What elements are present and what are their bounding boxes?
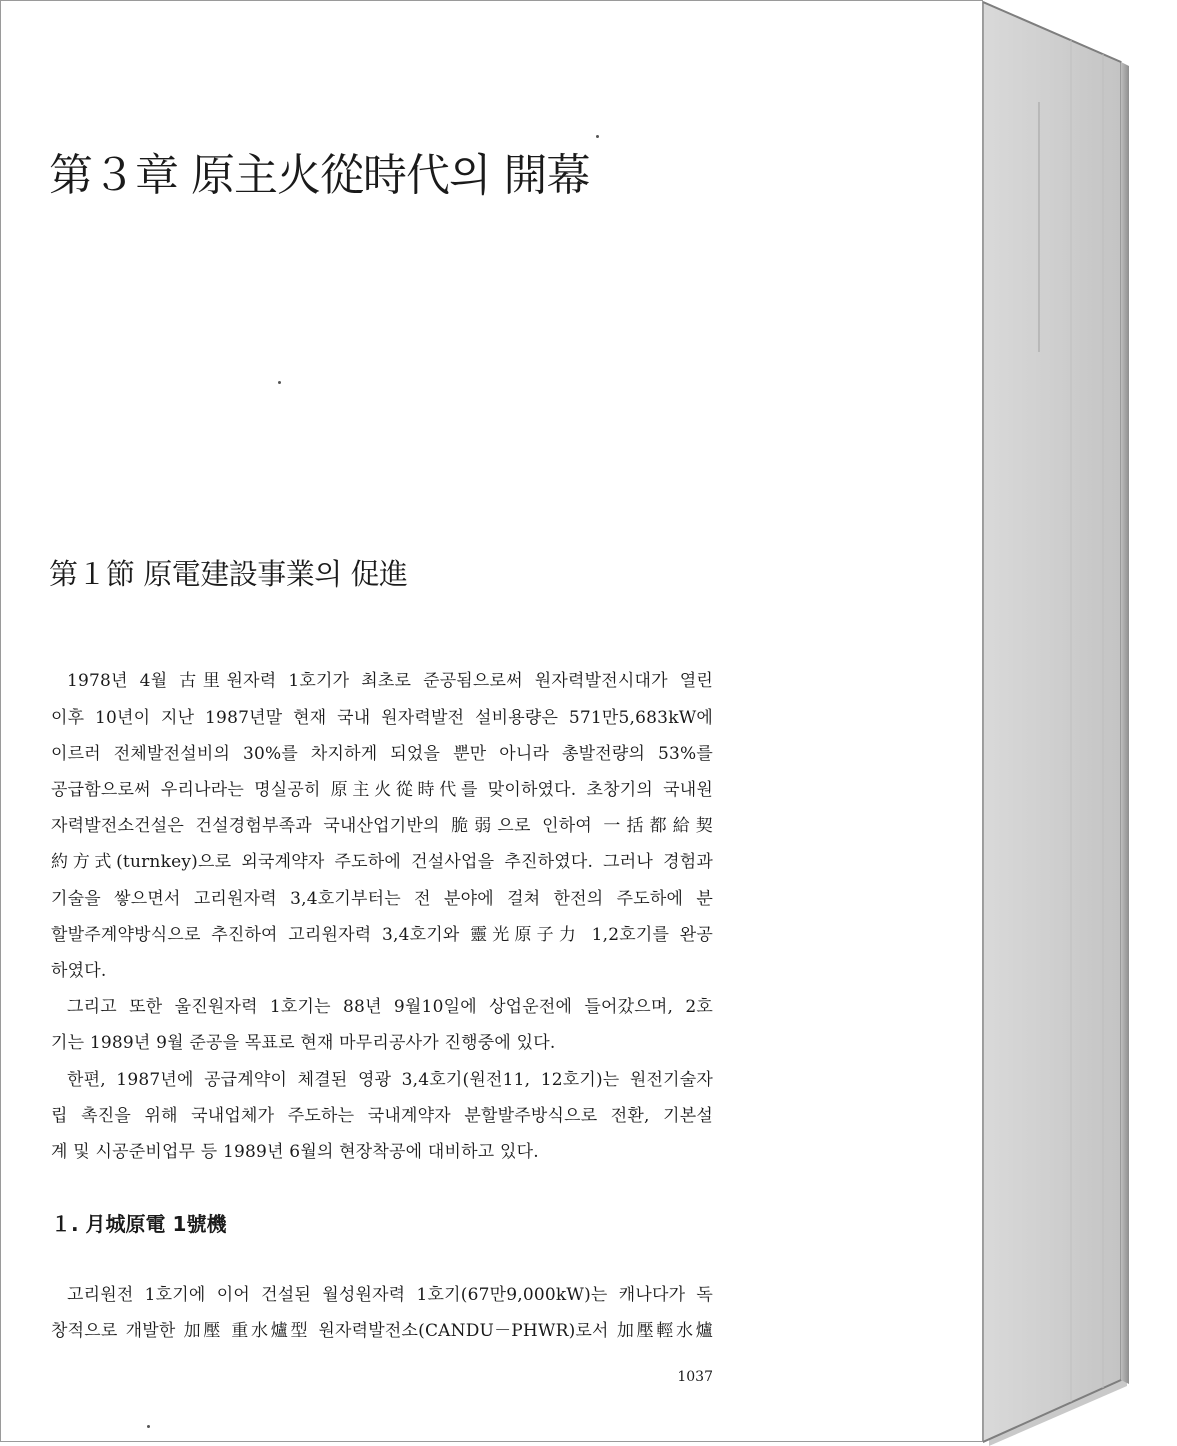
body-text-line: 한편, 1987년에 공급계약이 체결된 영광 3,4호기(원전11, 12호기)는 원전기술자 (67, 1070, 713, 1090)
body-text-line: 창적으로 개발한 加壓 重水爐型 원자력발전소(CANDU－PHWR)로서 加壓輕水爐 (51, 1321, 713, 1341)
body-text-line: 그리고 또한 울진원자력 1호기는 88년 9월10일에 상업운전에 들어갔으며, 2호 (67, 997, 713, 1017)
scan-speck (278, 381, 281, 384)
section-title: 第１節 原電建設事業의 促進 (49, 557, 408, 591)
body-text-line: 1978년 4월 古里원자력 1호기가 최초로 준공됨으로써 원자력발전시대가 열린 (67, 671, 713, 691)
subsection-title: １. 月城原電 1號機 (51, 1212, 227, 1236)
body-text-line: 約方式(turnkey)으로 외국계약자 주도하에 건설사업을 추진하였다. 그러나 경험과 (51, 852, 713, 872)
body-text-line: 이르러 전체발전설비의 30%를 차지하게 되었을 뿐만 아니라 총발전량의 53%를 (51, 744, 713, 764)
body-text-line: 기술을 쌓으면서 고리원자력 3,4호기부터는 전 분야에 걸쳐 한전의 주도하에 분 (51, 889, 713, 909)
body-text-line: 자력발전소건설은 건설경험부족과 국내산업기반의 脆弱으로 인하여 一括都給契 (51, 816, 713, 836)
scan-speck (147, 1425, 150, 1428)
page-number: 1037 (677, 1369, 713, 1385)
body-text-line: 고리원전 1호기에 이어 건설된 월성원자력 1호기(67만9,000kW)는 캐나다가 독 (67, 1285, 713, 1305)
body-text-line: 립 촉진을 위해 국내업체가 주도하는 국내계약자 분할발주방식으로 전환, 기본설 (51, 1106, 713, 1126)
body-text-line: 하였다. (51, 961, 107, 981)
body-text-line: 계 및 시공준비업무 등 1989년 6월의 현장착공에 대비하고 있다. (51, 1142, 539, 1162)
scan-speck (596, 135, 599, 138)
body-text-line: 할발주계약방식으로 추진하여 고리원자력 3,4호기와 靈光原子力 1,2호기를 완공 (51, 925, 713, 945)
chapter-title: 第３章 原主火從時代의 開幕 (49, 150, 590, 201)
body-text-line: 공급함으로써 우리나라는 명실공히 原主火從時代를 맞이하였다. 초창기의 국내원 (51, 780, 713, 800)
body-text-line: 기는 1989년 9월 준공을 목표로 현재 마무리공사가 진행중에 있다. (51, 1033, 556, 1053)
body-text-line: 이후 10년이 지난 1987년말 현재 국내 원자력발전 설비용량은 571만5,683kW에 (51, 708, 713, 728)
page-stack-edge (983, 0, 1177, 1446)
